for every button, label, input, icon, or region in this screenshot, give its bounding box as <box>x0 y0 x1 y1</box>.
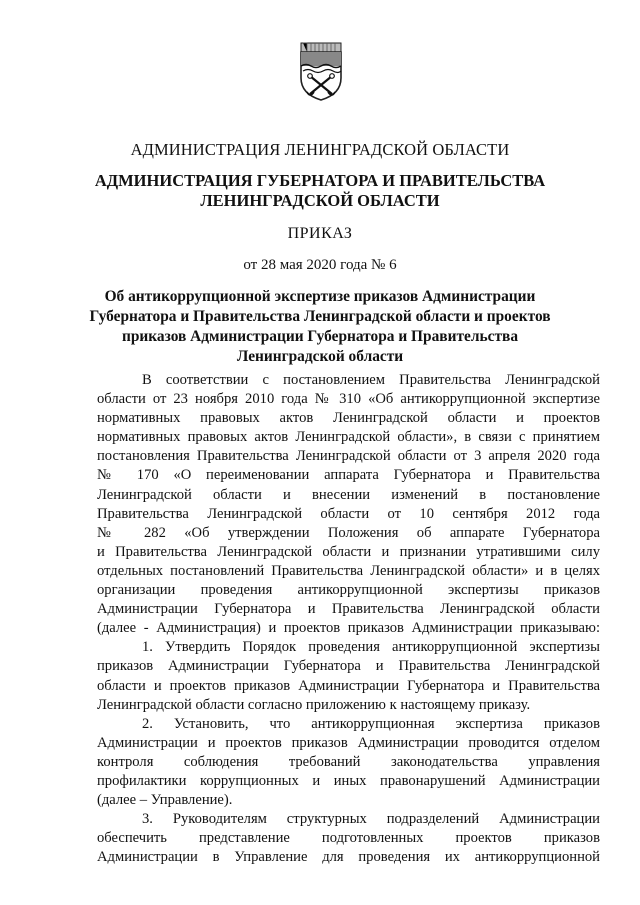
order-body <box>97 371 600 867</box>
body-line: Администрации в Управление для проведения их антикоррупционной <box>97 849 600 866</box>
body-line: нормативных правовых актов Ленинградской области», в связи с принятием <box>97 429 600 446</box>
body-line: Правительства Ленинградской области от 10 сентября 2012 года <box>97 505 600 522</box>
body-line: организации проведения антикоррупционной экспертизы приказов <box>97 582 600 599</box>
body-line: постановления Правительства Ленинградской области от 3 апреля 2020 года <box>97 448 600 465</box>
coat-of-arms-emblem <box>298 40 344 102</box>
order-subject-line-4: Ленинградской области <box>236 348 404 365</box>
body-line: 2. Установить, что антикоррупционная экспертиза приказов <box>142 715 600 732</box>
body-line: В соответствии с постановлением Правительства Ленинградской <box>142 372 600 388</box>
agency-name: АДМИНИСТРАЦИЯ ЛЕНИНГРАДСКОЙ ОБЛАСТИ <box>130 140 510 159</box>
body-line: обеспечить представление подготовленных проектов приказов <box>97 830 600 847</box>
body-line: профилактики коррупционных и иных правонарушений Администрации <box>97 772 600 789</box>
order-label: ПРИКАЗ <box>287 225 353 242</box>
order-subject-line-1: Об антикоррупционной экспертизе приказов Администрации <box>104 288 536 305</box>
body-line: контроля соблюдения требований законодательства управления <box>97 753 600 770</box>
body-line: (далее – Управление). <box>97 792 233 809</box>
body-line: (далее - Администрация) и проектов приказов Администрации приказываю: <box>97 620 600 637</box>
body-line: области и проектов приказов Администрации Губернатора и Правительства <box>97 677 600 694</box>
order-subject-line-2: Губернатора и Правительства Ленинградской области и проектов <box>89 308 551 325</box>
body-line: 1. Утвердить Порядок проведения антикоррупционной экспертизы <box>142 639 600 656</box>
body-line: отдельных постановлений Правительства Ленинградской области» и в целях <box>97 562 600 579</box>
department-title-line-2: ЛЕНИНГРАДСКОЙ ОБЛАСТИ <box>200 191 440 210</box>
body-line: 3. Руководителям структурных подразделений Администрации <box>142 811 600 828</box>
order-subject-line-3: приказов Администрации Губернатора и Правительства <box>121 328 519 345</box>
department-title-line-1: АДМИНИСТРАЦИЯ ГУБЕРНАТОРА И ПРАВИТЕЛЬСТВА <box>94 171 546 190</box>
order-date-number: от 28 мая 2020 года № 6 <box>243 257 397 273</box>
body-line: Администрации Губернатора и Правительства Ленинградской области <box>97 601 600 618</box>
body-line: нормативных правовых актов Ленинградской области и проектов <box>97 410 600 427</box>
body-line: Администрации и проектов приказов Администрации проводится отделом <box>97 734 600 751</box>
body-line: № 282 «Об утверждении Положения об аппарате Губернатора <box>97 524 600 541</box>
body-line: и Правительства Ленинградской области и признании утратившими силу <box>97 543 600 560</box>
body-line: области от 23 ноября 2010 года № 310 «Об антикоррупционной экспертизе <box>97 391 600 408</box>
body-line: № 170 «О переименовании аппарата Губернатора и Правительства <box>97 467 600 484</box>
body-line: Ленинградской области согласно приложению к настоящему приказу. <box>97 696 531 713</box>
body-line: приказов Администрации Губернатора и Правительства Ленинградской <box>97 658 600 675</box>
body-line: Ленинградской области и внесении изменений в постановление <box>97 486 600 503</box>
